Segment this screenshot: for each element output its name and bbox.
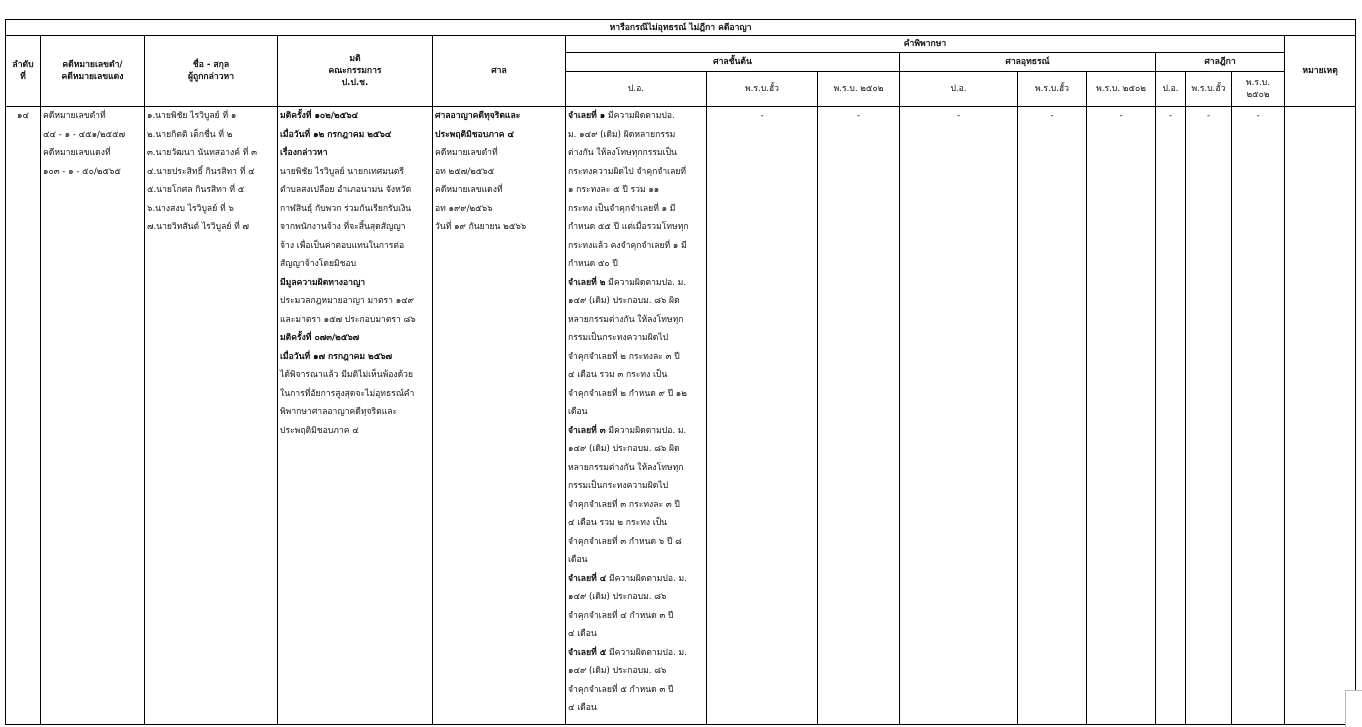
resolution-line: สัญญาจ้างโดยมิชอบ bbox=[280, 259, 357, 269]
resolution-line: เมื่อวันที่ ๑๒ กรกฎาคม ๒๕๖๔ bbox=[280, 129, 392, 140]
header-name: ชื่อ - สกุล ผู้ถูกกล่าวหา bbox=[145, 36, 278, 107]
court-line: อท ๒๕๗/๒๕๖๕ bbox=[435, 166, 495, 177]
header-seq: ลำดับ ที่ bbox=[6, 36, 41, 107]
judgment-line: จำคุกจำเลยที่ ๔ กำหนด ๓ ปี bbox=[568, 610, 674, 621]
judgment-line: จำเลยที่ ๔ มีความผิดตามปอ. ม. bbox=[568, 573, 687, 584]
resolution-line: และมาตรา ๑๕๗ ประกอบมาตรา ๘๖ bbox=[280, 314, 416, 325]
judgment-line: ๔ เดือน รวม ๓ กระทง เป็น bbox=[568, 370, 668, 380]
header-first-prb-2502: พ.ร.บ. ๒๕๐๒ bbox=[818, 72, 900, 107]
cell-appeal-po: - bbox=[900, 107, 1018, 725]
header-first-po: ป.อ. bbox=[566, 72, 707, 107]
judgment-line: เดือน bbox=[568, 555, 588, 565]
judgment-line: ๔ เดือน รวม ๒ กระทง เป็น bbox=[568, 518, 668, 528]
header-first-prb-old: พ.ร.บ.ฮั้ว bbox=[707, 72, 818, 107]
header-court: ศาล bbox=[433, 36, 566, 107]
cell-first-prb-old: - bbox=[707, 107, 818, 725]
judgment-line: ๑๔๙ (เดิม) ประกอบม. ๘๖ bbox=[568, 666, 667, 676]
judgment-line: จำคุกจำเลยที่ ๒ กำหนด ๙ ปี ๑๒ bbox=[568, 388, 687, 399]
judgment-line: จำคุกจำเลยที่ ๓ กำหนด ๖ ปี ๘ bbox=[568, 536, 682, 547]
court-line: อท ๑๙๙/๒๕๖๖ bbox=[435, 203, 493, 214]
judgment-line: ๑๔๙ (เดิม) ประกอบม. ๘๖ ผิด bbox=[568, 296, 680, 306]
header-first-court: ศาลชั้นต้น bbox=[566, 53, 900, 72]
header-supreme-po: ป.อ. bbox=[1156, 72, 1186, 107]
court-line: วันที่ ๑๙ กันยายน ๒๕๖๖ bbox=[435, 222, 527, 232]
judgment-line: จำเลยที่ ๕ มีความผิดตามปอ. ม. bbox=[568, 647, 687, 658]
resolution-line: ประพฤติมิชอบภาค ๔ bbox=[280, 425, 359, 436]
table-row bbox=[6, 107, 1356, 725]
table-title: หารือกรณีไม่อุทธรณ์ ไม่ฎีกา คดีอาญา bbox=[6, 20, 1356, 36]
header-remark: หมายเหตุ bbox=[1285, 36, 1356, 107]
cell-supreme-prb-2502: - bbox=[1232, 107, 1285, 725]
cell-appeal-prb-old: - bbox=[1018, 107, 1087, 725]
judgment-line: จำคุกจำเลยที่ ๕ กำหนด ๓ ปี bbox=[568, 684, 674, 695]
resolution-line: ได้พิจารณาแล้ว มีมติไม่เห็นพ้องด้วย bbox=[280, 370, 414, 380]
cell-first-po bbox=[566, 107, 707, 725]
resolution-line: จ้าง เพื่อเป็นค่าตอบแทนในการต่อ bbox=[280, 240, 405, 251]
page-corner-widget[interactable] bbox=[1345, 690, 1362, 727]
resolution-line: มติครั้งที่ ๑๐๒/๒๕๖๔ bbox=[280, 111, 359, 121]
header-appeal-prb-2502: พ.ร.บ. ๒๕๐๒ bbox=[1087, 72, 1156, 107]
court-line: ประพฤติมิชอบภาค ๔ bbox=[435, 129, 514, 140]
header-supreme-prb-2502: พ.ร.บ. ๒๕๐๒ bbox=[1232, 72, 1285, 107]
judgment-line: กำหนด ๕๐ ปี bbox=[568, 259, 618, 269]
judgment-line: ๑ กระทงละ ๕ ปี รวม ๑๑ bbox=[568, 185, 660, 195]
header-appeal-prb-old: พ.ร.บ.ฮั้ว bbox=[1018, 72, 1087, 107]
header-case-no: คดีหมายเลขดำ/ คดีหมายเลขแดง bbox=[41, 36, 145, 107]
judgment-line: จำเลยที่ ๒ มีความผิดตามปอ. ม. bbox=[568, 277, 687, 288]
judgment-line: จำเลยที่ ๓ มีความผิดตามปอ. ม. bbox=[568, 425, 687, 436]
cell-names: ๑.นายพิชัย ไรวิบูลย์ ที่ ๑ ๒.นายกิตติ เต็กชื่น ที่ ๒ ๓.นายวัฒนา นันทสอางค์ ที่ ๓ ๔.นายประสิทธิ์ กินรสิทา ที่ ๔ ๕.นายโกศล กินรสิทา ที่ ๕ ๖.นางสงบ ไรวิบูลย์ ที่ ๖ ๗.นายวิทสันต์ ไรวิบูลย์ ที่ ๗ bbox=[145, 107, 278, 725]
resolution-line: มีมูลความผิดทางอาญา bbox=[280, 277, 366, 288]
cell-supreme-po: - bbox=[1156, 107, 1186, 725]
header-supreme-court: ศาลฎีกา bbox=[1156, 53, 1285, 72]
resolution-line: เมื่อวันที่ ๑๗ กรกฎาคม ๒๕๖๗ bbox=[280, 351, 393, 362]
court-line: คดีหมายเลขดำที่ bbox=[435, 148, 498, 158]
case-table bbox=[5, 19, 1356, 725]
resolution-line: มติครั้งที่ ๐๗๓/๒๕๖๗ bbox=[280, 333, 360, 343]
judgment-line: หลายกรรมต่างกัน ให้ลงโทษทุก bbox=[568, 462, 684, 473]
resolution-line: เรื่องกล่าวหา bbox=[280, 148, 328, 158]
judgment-line: หลายกรรมต่างกัน ให้ลงโทษทุก bbox=[568, 314, 684, 325]
judgment-line: กระทงแล้ว คงจำคุกจำเลยที่ ๑ มี bbox=[568, 240, 687, 251]
cell-resolution bbox=[278, 107, 433, 725]
judgment-line: กระทงความผิดไป จำคุกจำเลยที่ bbox=[568, 166, 687, 177]
judgment-line: ๔ เดือน bbox=[568, 703, 597, 713]
resolution-line: ตำบลสงเปลือย อำเภอนามน จังหวัด bbox=[280, 185, 412, 195]
header-resolution: มติ คณะกรรมการ ป.ป.ช. bbox=[278, 36, 433, 107]
header-judgment: คำพิพากษา bbox=[566, 36, 1285, 53]
judgment-line: ต่างกัน ให้ลงโทษทุกกรรมเป็น bbox=[568, 148, 677, 158]
resolution-line: นายพิชัย ไรวิบูลย์ นายกเทศมนตรี bbox=[280, 166, 404, 177]
judgment-line: ม. ๑๔๙ (เดิม) ผิดหลายกรรม bbox=[568, 129, 676, 140]
header-supreme-prb-old: พ.ร.บ.ฮั้ว bbox=[1186, 72, 1232, 107]
judgment-line: กระทง เป็นจำคุกจำเลยที่ ๑ มี bbox=[568, 203, 676, 214]
cell-supreme-prb-old: - bbox=[1186, 107, 1232, 725]
resolution-line: จากพนักงานจ้าง ที่จะสิ้นสุดสัญญา bbox=[280, 222, 406, 232]
resolution-line: กาฬสินธุ์ กับพวก ร่วมกันเรียกรับเงิน bbox=[280, 203, 412, 214]
header-appeal-po: ป.อ. bbox=[900, 72, 1018, 107]
court-line: คดีหมายเลขแดงที่ bbox=[435, 185, 503, 195]
judgment-line: กรรมเป็นกระทงความผิดไป bbox=[568, 481, 669, 491]
court-line: ศาลอาญาคดีทุจริตและ bbox=[435, 111, 521, 121]
judgment-line: จำเลยที่ ๑ มีความผิดตามปอ. bbox=[568, 111, 675, 121]
cell-seq: ๑๔ bbox=[6, 107, 41, 725]
judgment-line: กำหนด ๕๕ ปี แต่เมื่อรวมโทษทุก bbox=[568, 222, 689, 232]
cell-appeal-prb-2502: - bbox=[1087, 107, 1156, 725]
judgment-line: กรรมเป็นกระทงความผิดไป bbox=[568, 333, 669, 343]
judgment-line: จำคุกจำเลยที่ ๒ กระทงละ ๓ ปี bbox=[568, 351, 680, 362]
judgment-line: เดือน bbox=[568, 407, 588, 417]
cell-first-prb-2502: - bbox=[818, 107, 900, 725]
resolution-line: พิพากษาศาลอาญาคดีทุจริตและ bbox=[280, 407, 398, 417]
cell-court bbox=[433, 107, 566, 725]
resolution-line: ในการที่อัยการสูงสุดจะไม่อุทธรณ์คำ bbox=[280, 388, 415, 399]
cell-remark bbox=[1285, 107, 1356, 725]
judgment-line: ๔ เดือน bbox=[568, 629, 597, 639]
judgment-line: ๑๔๙ (เดิม) ประกอบม. ๘๖ ผิด bbox=[568, 444, 680, 454]
judgment-line: จำคุกจำเลยที่ ๓ กระทงละ ๓ ปี bbox=[568, 499, 680, 510]
cell-case-no: คดีหมายเลขดำที่ ๔๔ - ๑ - ๔๕๑/๒๕๕๗ คดีหมายเลขแดงที่ ๑๐๓ - ๑ - ๕๐/๒๕๖๕ bbox=[41, 107, 145, 725]
resolution-line: ประมวลกฎหมายอาญา มาตรา ๑๔๙ bbox=[280, 296, 414, 306]
header-appeal-court: ศาลอุทธรณ์ bbox=[900, 53, 1156, 72]
judgment-line: ๑๔๙ (เดิม) ประกอบม. ๘๖ bbox=[568, 592, 667, 602]
